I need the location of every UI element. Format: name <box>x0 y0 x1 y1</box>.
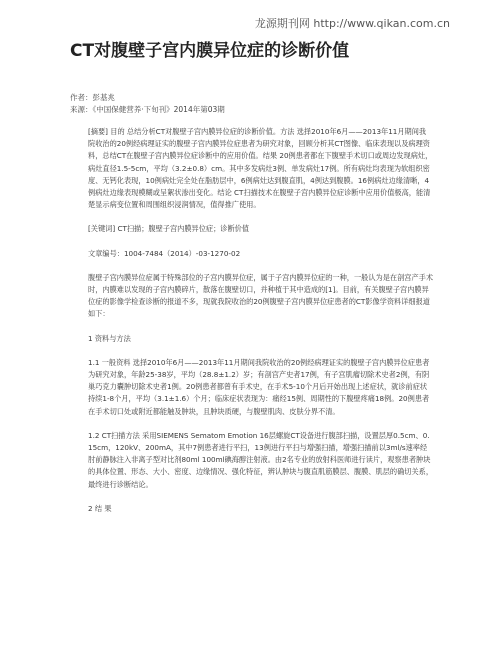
keywords-paragraph: [关键词] CT扫描；腹壁子宫内膜异位症；诊断价值 <box>88 224 250 234</box>
article-body <box>88 126 433 527</box>
article-source: 来源：《中国保健营养·下旬刊》2014年第03期 <box>70 105 225 114</box>
general-data-paragraph: 1.1 一般资料 选择2010年6月——2013年11月期间我院收治的20例经病理证实的腹壁子宫内膜异位症患者为研究对象，年龄25-38岁，平均（28.8±1.2）岁；有剖宫产史者17例，有子宫肌瘤切除术史者2例，有阴巢巧克力囊肿切除术史者1例。20例患者都曾有手术史，在手术5-10个月后开始出现上述症状，就诊前症状持续1-8个月，平均（3.1±1.6）个月；临床症状表现为：痛经15例、周期性的下腹壁疼痛18例。20例患者在手术切口处或附近都能触及肿块，且肿块质硬，与腹壁肌肉、皮肤分界不清。 <box>88 357 430 416</box>
abstract-paragraph: [摘要] 目的 总结分析CT对腹壁子宫内膜异位症的诊断价值。方法 选择2010年6月——2013年11月期间我院收治的20例经病理证实的腹壁子宫内膜异位症患者为研究对象，回顾分析其CT图像、临床表现以及病理资料，总结CT在腹壁子宫内膜异位症诊断中的应用价值。结果 20例患者都在下腹壁手术切口或周边发现病灶，病灶直径1.5-5cm，平均（3.2±0.8）cm。其中多发病灶3例、单发病灶17例。所有病灶均表现为软组织密度、无钙化表现，10例病灶完全处在脂肪层中，6例病灶达到腹直肌，4例达到腹膜。16例病灶边缘清晰，4例病灶边缘表现模糊或呈絮状渗出变化。结论 CT扫描技术在腹壁子宫内膜异位症诊断中应用价值极高，能清楚显示病变位置和周围组织浸润情况，值得推广使用。 <box>88 127 433 210</box>
site-header: 龙源期刊网 http://www.qikan.com.cn <box>254 17 450 30</box>
article-title: CT对腹壁子宫内膜异位症的诊断价值 <box>70 41 350 61</box>
doc-number-paragraph: 文章编号：1004-7484（2014）-03-1270-02 <box>88 248 241 258</box>
section-heading-methods: 1 资料与方法 <box>88 333 131 343</box>
ct-method-paragraph: 1.2 CT扫描方法 采用SIEMENS Sematom Emotion 16层螺旋CT设备进行腹部扫描，设置层厚0.5cm、0.15cm，120kV、200mA，其中7例患者进行平扫，13例进行平扫与增强扫描，增强扫描前以3ml/s速率经肘前静脉注入非离子型对比剂80ml 100ml碘海醇注射液。由2名专业的放射科医师进行读片，观察患者肿块的具体位置、形态、大小、密度、边缘情况、强化特征，辨认肿块与腹直肌筋膜层、腹膜、肌层的确切关系，最终进行诊断结论。 <box>88 430 434 489</box>
section-heading-results: 2 结 果 <box>88 503 112 513</box>
intro-paragraph: 腹壁子宫内膜异位症属于特殊部位的子宫内膜异位症，属于子宫内膜异位症的一种，一般认为是在剖宫产手术时，内膜难以发现的子宫内膜碎片，散落在腹壁切口，并种植于其中造成的[1]。目前，有关腹壁子宫内膜异位症的影像学检查诊断的报道不多，现就我院收治的20例腹壁子宫内膜异位症患者的CT影像学资料详细报道如下： <box>88 272 434 319</box>
article-author: 作者：彭基兆 <box>70 93 115 102</box>
